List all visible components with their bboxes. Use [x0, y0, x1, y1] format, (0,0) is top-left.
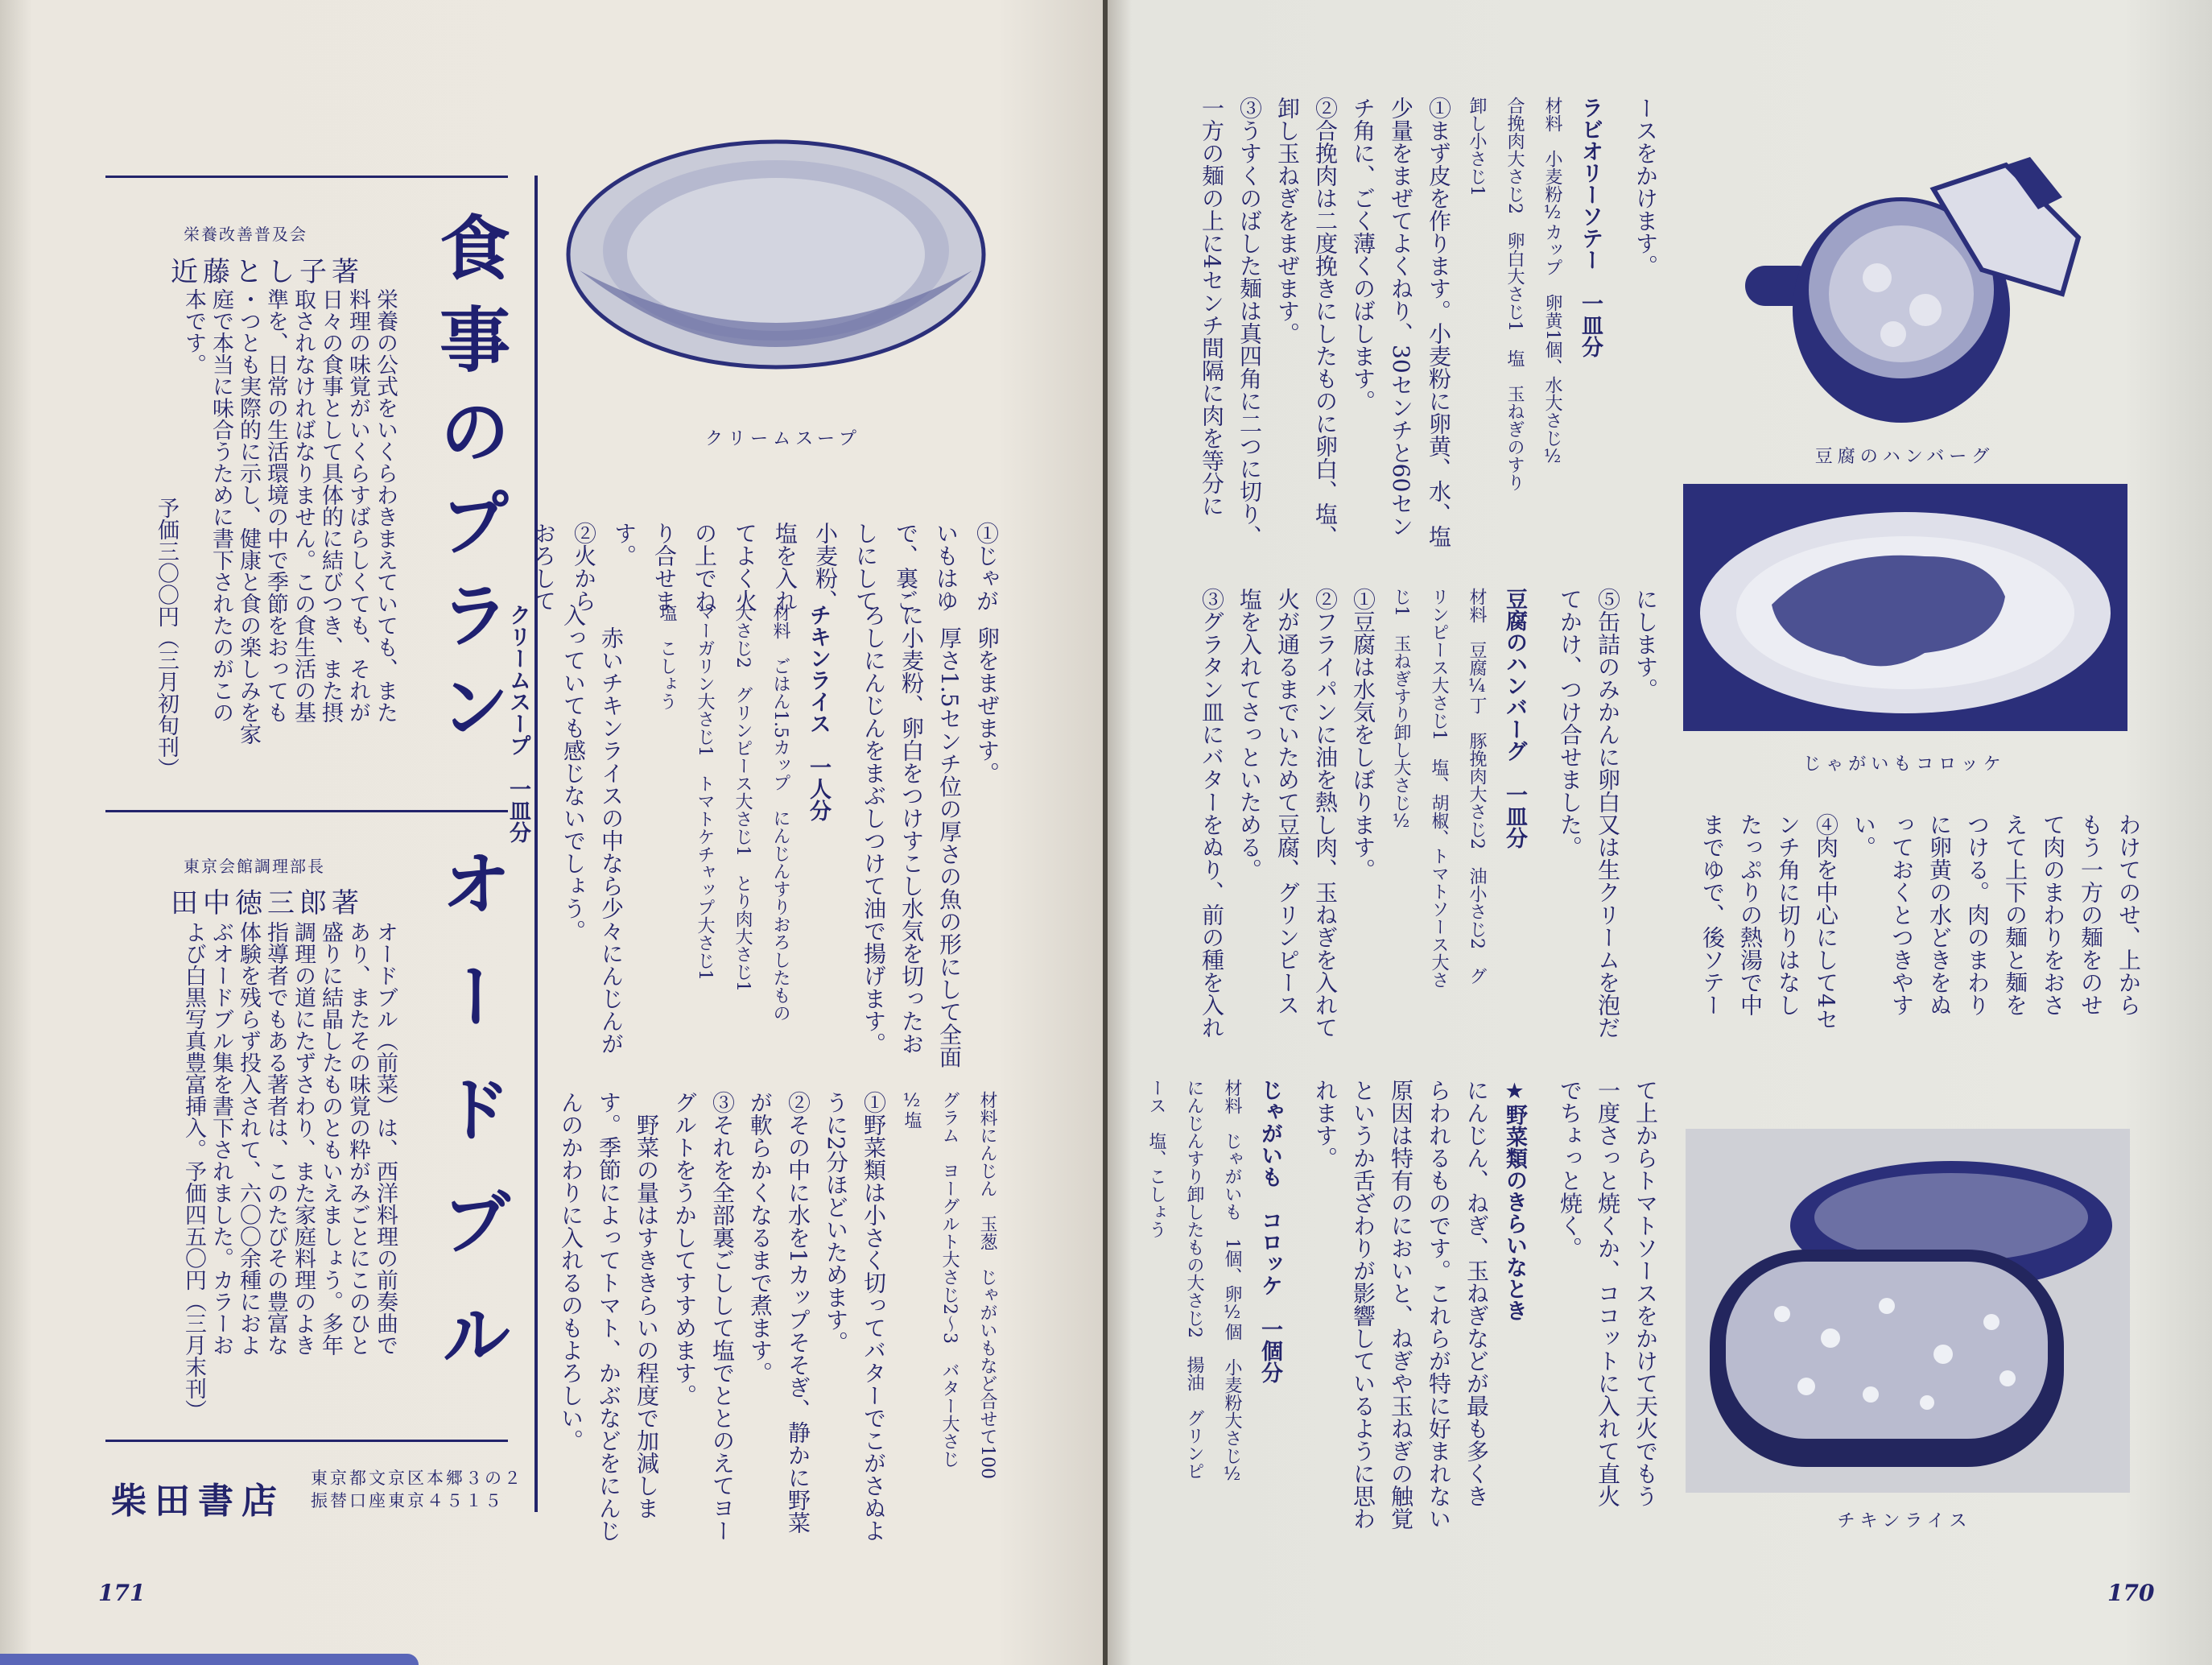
text-column: 庭で本当に味合うために書下されたのがこの — [208, 288, 233, 723]
text-column: にします。 — [1632, 588, 1659, 700]
page-number-right: 170 — [2107, 1580, 2155, 1606]
right-page — [1108, 0, 2212, 1665]
ad-book1-body — [152, 288, 398, 779]
address-line: 東京都文京区本郷３の２ — [311, 1469, 523, 1488]
right-side-block — [1694, 813, 2148, 1079]
text-column: 卵をまぜます。 — [974, 604, 1001, 784]
text-column: り合せま — [651, 522, 678, 612]
text-column — [1533, 588, 1551, 1071]
text-column — [1533, 1079, 1551, 1562]
text-column: ③うすくのばした麺は真四角に二つに切り、 — [1236, 97, 1263, 547]
text-column: チ角に、ごく薄くのばします。 — [1350, 97, 1376, 412]
potato-croquette-photo — [1683, 484, 2127, 731]
text-column: ②その中に水を1カップそそぎ、静かに野菜 — [785, 1091, 811, 1534]
text-column: 盛りに結晶したものともいえましょう。多年 — [318, 921, 343, 1356]
text-column: オードブル（前菜）は、西洋料理の前奏曲で — [373, 921, 398, 1356]
text-column: よび白黒写真豊富挿入。予価四五〇円（三月末刊） — [181, 921, 206, 1421]
text-column: んのかわりに入れるのもよろしい。 — [558, 1091, 584, 1452]
text-column: うに2分ほどいためます。 — [823, 1091, 849, 1353]
text-column: ③それを全部裏ごしして塩でととのえてヨー — [709, 1091, 736, 1542]
ad-top-rule — [105, 176, 508, 178]
text-column: もう一方の麺をのせ — [2078, 813, 2104, 1016]
text-column: 一方の麺の上に4センチ間隔に肉を等分に — [1199, 97, 1225, 517]
text-column: たっぷりの熱湯で中 — [1737, 813, 1764, 1016]
text-column: 取されなければなりません。この食生活の基 — [291, 288, 316, 723]
recipe-heading: じゃがいも コロッケ 一個分 — [1257, 1079, 1282, 1383]
text-column: 厚さ1.5センチ位の厚さの魚の形にして全面 — [936, 604, 963, 1068]
text-column: 体験を残らず投入されて、六〇〇余種におよ — [236, 921, 261, 1356]
ingredient-line: 材料 豆腐¼丁 豚挽肉大さじ2 油小さじ2 グ — [1467, 588, 1487, 985]
ingredient-line: にんじんすり卸したもの大さじ2 揚油 グリンピ — [1184, 1079, 1204, 1480]
ad-book2-org: 東京会館調理部長 — [184, 857, 325, 876]
page-edge — [0, 1654, 419, 1665]
article-bottom-tier — [552, 1091, 1006, 1566]
text-column: っておくとつきやす — [1888, 813, 1915, 1016]
giro-account: 振替口座東京４５１５ — [311, 1491, 504, 1510]
text-column: つける。肉のまわり — [1964, 813, 1991, 1016]
recipe-heading: ラビオリーソテー 一皿分 — [1578, 97, 1603, 357]
text-column: に小麦粉、卵白をつけすこし水気を切ったお — [898, 604, 925, 1055]
text-column: グルトをうかしてすすめます。 — [671, 1091, 698, 1407]
text-column: 指導者でもある著者は、このたびその豊富な — [263, 921, 288, 1356]
text-column: 入っていても感じないでしょう。 — [560, 604, 587, 942]
text-column: て上からトマトソースをかけて天火でもう — [1632, 1079, 1659, 1507]
ad-book2-author: 田中徳三郎著 — [171, 887, 364, 919]
text-column: てよく火 — [732, 522, 758, 612]
text-column: に卵黄の水どきをぬ — [1926, 813, 1953, 1016]
ingredient-line: 合挽肉大さじ2 卵白大さじ1 塩 玉ねぎのすり — [1504, 97, 1525, 491]
text-column: 野菜の量はすききらいの程度で加減しま — [633, 1091, 660, 1519]
publisher-name: 柴田書店 — [111, 1481, 285, 1522]
text-column: ①まず皮を作ります。小麦粉に卵黄、水、塩 — [1426, 97, 1452, 547]
recipe-heading: クリームスープ 一皿分 — [506, 604, 530, 843]
cream-soup-photo — [563, 134, 988, 411]
text-column: 栄養の公式をいくらわきまえていても、また — [373, 288, 398, 723]
text-column: 原因は特有のにおいと、ねぎや玉ねぎの触覚 — [1388, 1079, 1414, 1530]
text-column: ①野菜類は小さく切ってバターでこがさぬよ — [860, 1091, 887, 1542]
text-column: ③グラタン皿にバターをぬり、前の種を入れ — [1199, 588, 1225, 1039]
text-column: て肉のまわりをおさ — [2040, 813, 2066, 1016]
text-column: というか舌ざわりが影響しているように思わ — [1350, 1079, 1376, 1530]
text-column: 調理の道にたずさわり、また家庭料理のよき — [291, 921, 316, 1356]
text-column: 塩を入れ — [772, 522, 799, 612]
text-column: 一度さっと焼くか、ココットに入れて直火 — [1595, 1079, 1621, 1507]
text-column: 卸し玉ねぎをまぜます。 — [1274, 97, 1301, 345]
text-column: い。 — [1851, 813, 1877, 858]
ingredient-line: 材料 ごはん1.5カップ にんじんすりおろしたもの — [770, 604, 790, 1022]
text-column: 塩を入れてさっといためる。 — [1236, 588, 1263, 881]
ad-book1-author: 近藤とし子著 — [171, 256, 364, 288]
text-column: までゆで、後ソテー — [1699, 813, 1726, 1016]
right-bottom-tier — [1137, 1079, 1665, 1562]
photo-caption-potato-croquette: じゃがいもコロッケ — [1803, 754, 2006, 775]
page-number-left: 171 — [98, 1580, 146, 1606]
text-column: が軟らかくなるまで煮ます。 — [747, 1091, 774, 1384]
ad-book1-org: 栄養改善普及会 — [184, 225, 307, 244]
text-column: あり、またその味覚の粋がみごとにこのひと — [345, 921, 370, 1356]
photo-caption-tofu-hamburg: 豆腐のハンバーグ — [1814, 447, 1995, 467]
ingredient-line: 材料 じゃがいも 1個、卵½個 小麦粉大さじ½ — [1222, 1079, 1242, 1485]
text-column: ⑤缶詰のみかんに卵白又は生クリームを泡だ — [1595, 588, 1621, 1039]
article-short-tier — [523, 522, 1006, 612]
text-column: おろして — [530, 522, 557, 612]
text-column: 予価三〇〇円（三月初旬刊） — [154, 497, 179, 779]
text-column: 少量をまぜてよくねり、30センチと60セン — [1388, 97, 1414, 538]
text-column: わけてのせ、上から — [2115, 813, 2142, 1016]
recipe-heading: ★野菜類のきらいなとき — [1502, 1079, 1527, 1321]
text-column: ②火から — [571, 522, 597, 612]
text-column: いもはゆ — [933, 522, 959, 612]
text-column: にんじん、ねぎ、玉ねぎなどが最も多くき — [1463, 1079, 1490, 1507]
text-column: す。 — [611, 522, 638, 567]
text-column — [837, 604, 855, 1079]
ingredient-line: ½塩 — [902, 1091, 922, 1129]
text-column: ②フライパンに油を熱し肉、玉ねぎを入れて — [1312, 588, 1339, 1039]
recipe-heading: チキンライス 一人分 — [806, 604, 831, 821]
text-column — [1609, 97, 1627, 580]
text-column: えて上下の麺と麺を — [2002, 813, 2028, 1016]
ingredient-line: マーガリン大さじ1 トマトケチャップ大さじ1 — [695, 604, 715, 981]
ingredient-line: 塩 こしょう — [657, 604, 677, 710]
text-column — [630, 604, 648, 1079]
photo-caption-cream-soup: クリームスープ — [705, 429, 861, 449]
text-column: 準を、日常の生活環境の中で季節をおっても — [263, 288, 288, 723]
text-column: 赤いチキンライスの中なら少々にんじんが — [598, 604, 625, 1055]
text-column: ろしにんじんをまぶしつけて油で揚げます。 — [860, 604, 887, 1055]
ad-bottom-rule — [105, 1440, 508, 1442]
ingredient-line: ース 塩、こしょう — [1146, 1079, 1166, 1238]
text-column: ぶオードブル集を書下されました。カラーお — [208, 921, 233, 1356]
ingredient-line: じ1 玉ねぎすり卸し大さじ½ — [1391, 588, 1411, 832]
text-column: の上でね — [691, 522, 718, 612]
ingredient-line: 卸し小さじ1 — [1467, 97, 1487, 196]
text-column: 火が通るまでいためて豆腐、グリンピース — [1274, 588, 1301, 1016]
ad-book2-title: オードブル — [430, 847, 513, 1411]
text-column: しにして — [852, 522, 879, 612]
tofu-hamburg-photo — [1740, 149, 2103, 439]
ingredient-line: 材料にんじん 玉葱 じゃがいもなど合せて100 — [977, 1091, 997, 1479]
text-column: 日々の食事として具体的に結びつき、また摂 — [318, 288, 343, 723]
text-column: ②合挽肉は二度挽きにしたものに卵白、塩、 — [1312, 97, 1339, 547]
text-column: ースをかけます。 — [1632, 97, 1659, 277]
text-column: 小麦粉、 — [812, 522, 839, 612]
recipe-heading: 豆腐のハンバーグ 一皿分 — [1502, 588, 1527, 849]
ad-book1-title: 食事のプラン — [428, 211, 511, 762]
text-column: らわれるものです。これらが特に好まれない — [1426, 1079, 1452, 1530]
text-column: で、裏ご — [893, 522, 919, 612]
text-column: ①豆腐は水気をしぼります。 — [1350, 588, 1376, 881]
ingredient-line: 材料 小麦粉½カップ 卵黄1個、水大さじ½ — [1542, 97, 1562, 467]
ingredient-line: リンピース大さじ1 塩、胡椒、トマトソース大さ — [1429, 588, 1449, 989]
text-column: ①じゃが — [973, 522, 1000, 612]
text-column — [537, 604, 555, 1079]
ingredient-line: グラム ヨーグルト大さじ2〜3 バター大さじ — [939, 1091, 959, 1468]
text-column: 本です。 — [181, 288, 206, 375]
photo-caption-chicken-rice: チキンライス — [1837, 1511, 1972, 1531]
text-column: ンチ角に切りはなし — [1775, 813, 1801, 1016]
chicken-rice-photo — [1686, 1129, 2130, 1493]
text-column — [1289, 1079, 1306, 1562]
text-column: 料理の味覚がいくらすばらしくても、それが — [345, 288, 370, 723]
text-column: てかけ、つけ合せました。 — [1557, 588, 1583, 858]
text-column: でちょっと焼く。 — [1557, 1079, 1583, 1259]
text-column: ・つとも実際的に示し、健康と食の楽しみを家 — [236, 288, 261, 745]
publisher-address — [311, 1467, 523, 1512]
text-column: ④肉を中心にして4セ — [1813, 813, 1839, 1031]
right-top-tier — [1193, 97, 1665, 580]
article-middle-tier — [499, 604, 1006, 1079]
text-column: れます。 — [1312, 1079, 1339, 1169]
text-column: す。季節によってトマト、かぶなどをにんじ — [596, 1091, 622, 1542]
right-middle-tier — [1193, 588, 1665, 1071]
ad-middle-rule — [105, 810, 508, 812]
ad-book2-body — [180, 921, 398, 1428]
ingredient-line: 大さじ2 グリンピース大さじ1 とり肉大さじ1 — [733, 604, 753, 992]
